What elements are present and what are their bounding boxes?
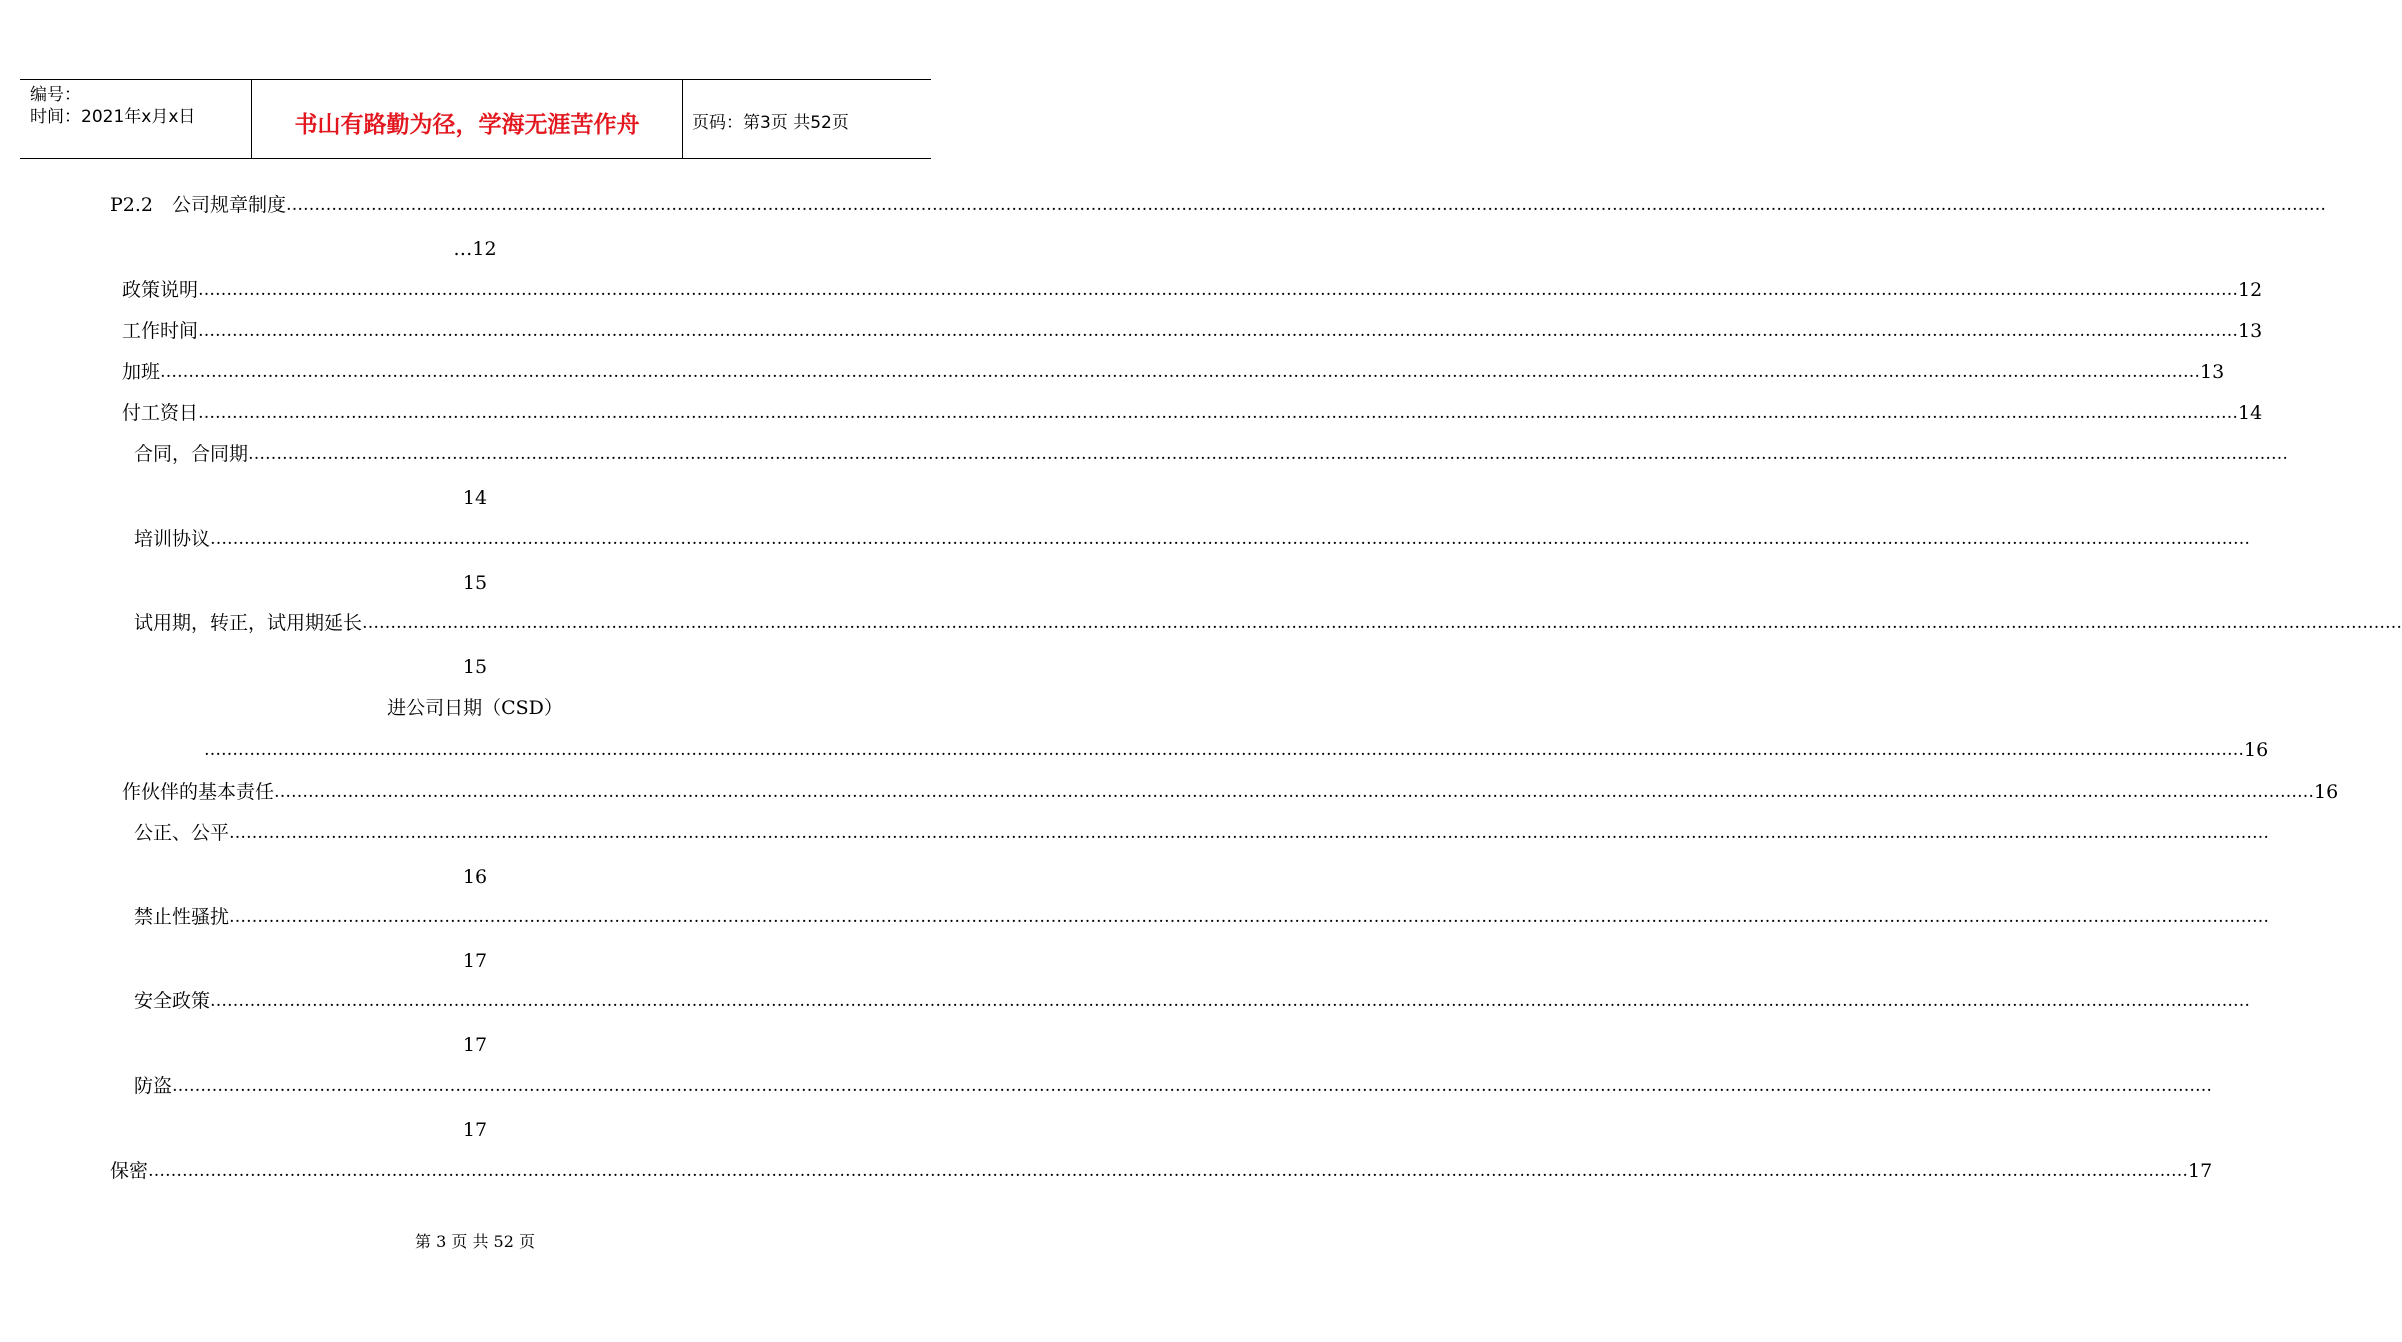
toc-entry[interactable] xyxy=(134,440,2289,468)
toc-leader-dots: ……………………………………………………………………………………………………………………………………………………………………………………………………………………………………………………………………………………………………………………………… xyxy=(198,403,2239,423)
toc-entry[interactable] xyxy=(134,819,2270,847)
toc-entry[interactable] xyxy=(204,736,2269,764)
toc-entry-title: 作伙伴的基本责任 xyxy=(122,781,275,803)
toc-entry-page: 17 xyxy=(462,950,488,972)
toc-entry-title: 禁止性骚扰 xyxy=(134,906,230,928)
document-number-label: 编号： xyxy=(30,85,81,105)
toc-leader-dots: ……………………………………………………………………………………………………………………………………………………………………………………………………………………………………………………………………………………………………………………………… xyxy=(198,321,2239,341)
header-page-info: 页码：第3页 共52页 xyxy=(692,113,849,133)
toc-leader-dots: ……………………………………………………………………………………………………………………………………………………………………………………………………………………………………………………………………………………………………………………………… xyxy=(248,444,2289,464)
toc-leader-dots: ……………………………………………………………………………………………………………………………………………………………………………………………………………………………………………………………………………………………………………………………… xyxy=(204,740,2244,760)
document-time-label: 时间：2021年x月x日 xyxy=(30,107,196,127)
toc-entry-title: 公正、公平 xyxy=(134,822,230,844)
toc-entry-page: 14 xyxy=(2238,402,2263,424)
toc-leader-dots: ……………………………………………………………………………………………………………………………………………………………………………………………………………………………………………………………………………………………………………………………… xyxy=(172,1076,2213,1096)
toc-entry-title[interactable]: 进公司日期（CSD） xyxy=(387,697,563,719)
toc-leader-dots: ……………………………………………………………………………………………………………………………………………………………………………………………………………………………………………………………………………………………………………………………… xyxy=(198,280,2239,300)
toc-entry[interactable] xyxy=(122,276,2263,304)
toc-leader-dots: ……………………………………………………………………………………………………………………………………………………………………………………………………………………………………………………………………………………………………………………………… xyxy=(160,362,2201,382)
toc-entry[interactable] xyxy=(122,358,2225,386)
toc-entry[interactable] xyxy=(134,903,2270,931)
toc-entry-page: 13 xyxy=(2238,320,2263,342)
toc-entry-page: 16 xyxy=(2244,739,2269,761)
toc-entry-page: 15 xyxy=(462,656,488,678)
toc-entry[interactable] xyxy=(134,525,2251,553)
toc-entry-title: P2.2 公司规章制度 xyxy=(110,194,287,216)
toc-leader-dots: ……………………………………………………………………………………………………………………………………………………………………………………………………………………………………………………………………………………………………………………………… xyxy=(210,529,2251,549)
header-divider xyxy=(682,80,683,158)
toc-entry-page: 13 xyxy=(2200,361,2225,383)
toc-leader-dots: ……………………………………………………………………………………………………………………………………………………………………………………………………………………………………………………………………………………………………………………………… xyxy=(274,782,2315,802)
toc-leader-dots: ……………………………………………………………………………………………………………………………………………………………………………………………………………………………………………………………………………………………………………………………… xyxy=(229,823,2270,843)
toc-entry-page: …12 xyxy=(453,238,497,260)
toc-entry-title: 安全政策 xyxy=(134,990,211,1012)
toc-leader-dots: ……………………………………………………………………………………………………………………………………………………………………………………………………………………………………………………………………………………………………………………………… xyxy=(148,1161,2189,1181)
toc-entry-page: 12 xyxy=(2238,279,2263,301)
toc-entry-title: 试用期，转正，试用期延长 xyxy=(134,612,363,634)
toc-entry[interactable] xyxy=(110,1157,2213,1185)
toc-entry-title: 工作时间 xyxy=(122,320,199,342)
toc-entry-page: 17 xyxy=(2188,1160,2213,1182)
toc-entry[interactable] xyxy=(122,399,2263,427)
toc-entry[interactable] xyxy=(134,1072,2213,1100)
header-motto: 书山有路勤为径，学海无涯苦作舟 xyxy=(294,112,640,138)
toc-leader-dots: ……………………………………………………………………………………………………………………………………………………………………………………………………………………………………………………………………………………………………………………………… xyxy=(362,613,2402,633)
toc-entry-title: 加班 xyxy=(122,361,161,383)
toc-leader-dots: ……………………………………………………………………………………………………………………………………………………………………………………………………………………………………………………………………………………………………………………………… xyxy=(286,195,2327,215)
toc-entry-page: 14 xyxy=(462,487,488,509)
toc-entry[interactable] xyxy=(134,987,2251,1015)
toc-entry-title: 保密 xyxy=(110,1160,149,1182)
toc-entry-page: 17 xyxy=(462,1119,488,1141)
toc-entry[interactable] xyxy=(122,778,2339,806)
toc-entry-page: 15 xyxy=(462,572,488,594)
toc-entry-title: 付工资日 xyxy=(122,402,199,424)
toc-entry-page: 16 xyxy=(462,866,488,888)
toc-entry[interactable] xyxy=(110,191,2327,219)
toc-leader-dots: ……………………………………………………………………………………………………………………………………………………………………………………………………………………………………………………………………………………………………………………………… xyxy=(229,907,2270,927)
page-header xyxy=(20,79,931,159)
toc-entry-title: 政策说明 xyxy=(122,279,199,301)
toc-entry[interactable] xyxy=(134,609,2402,637)
toc-leader-dots: ……………………………………………………………………………………………………………………………………………………………………………………………………………………………………………………………………………………………………………………………… xyxy=(210,991,2251,1011)
page-footer: 第 3 页 共 52 页 xyxy=(415,1232,535,1251)
header-info xyxy=(30,84,195,128)
toc-entry-title: 防盗 xyxy=(134,1075,173,1097)
toc-entry[interactable] xyxy=(122,317,2263,345)
toc-entry-page: 16 xyxy=(2314,781,2339,803)
toc-entry-title: 合同，合同期 xyxy=(134,443,249,465)
toc-entry-title: 培训协议 xyxy=(134,528,211,550)
toc-entry-page: 17 xyxy=(462,1034,488,1056)
